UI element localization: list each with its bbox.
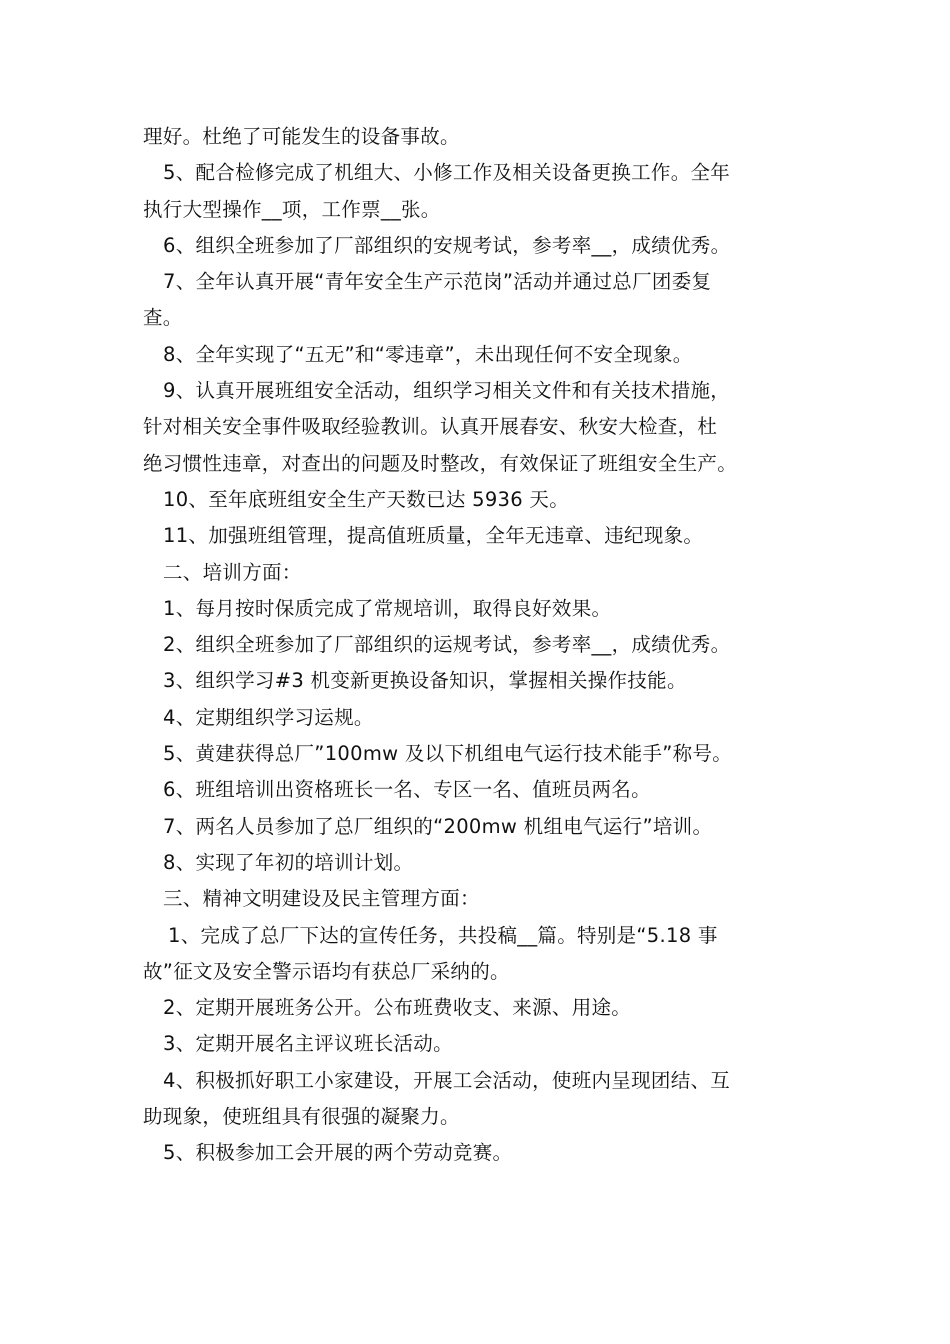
- text-line: [143, 918, 811, 954]
- line-text: 1、每月按时保质完成了常规培训，取得良好效果。: [163, 596, 612, 620]
- text-line: [143, 1135, 811, 1171]
- document-body: [143, 119, 811, 1172]
- text-line: [143, 264, 811, 300]
- text-line: [143, 591, 811, 627]
- text-line: [143, 736, 811, 772]
- line-text: 1、完成了总厂下达的宣传任务，共投稿__篇。特别是“5.18 事: [168, 923, 718, 947]
- line-text: 6、组织全班参加了厂部组织的安规考试，参考率__，成绩优秀。: [163, 233, 731, 257]
- line-text: 3、组织学习#3 机变新更换设备知识，掌握相关操作技能。: [163, 669, 687, 693]
- line-text: 二、培训方面：: [163, 560, 302, 584]
- text-line: [143, 155, 811, 191]
- text-line: [143, 1026, 811, 1062]
- line-text: 针对相关安全事件吸取经验教训。认真开展春安、秋安大检查，杜: [143, 415, 718, 439]
- line-text: 5、积极参加工会开展的两个劳动竞赛。: [163, 1141, 513, 1165]
- line-text: 7、两名人员参加了总厂组织的“200mw 机组电气运行”培训。: [163, 814, 713, 838]
- line-text: 理好。杜绝了可能发生的设备事故。: [143, 125, 460, 148]
- line-text: 8、实现了年初的培训计划。: [163, 850, 414, 874]
- text-line: [143, 373, 811, 409]
- text-line: [143, 300, 811, 336]
- text-line: [143, 409, 811, 445]
- text-line: [143, 446, 811, 482]
- line-text: 11、加强班组管理，提高值班质量，全年无违章、违纪现象。: [163, 524, 704, 548]
- text-line: [143, 990, 811, 1026]
- section-heading: [143, 881, 811, 917]
- section-heading: [143, 555, 811, 591]
- text-line: [143, 809, 811, 845]
- line-text: 执行大型操作__项，工作票__张。: [143, 197, 441, 221]
- text-line: [143, 663, 811, 699]
- line-text: 故”征文及安全警示语均有获总厂采纳的。: [143, 959, 510, 983]
- text-line: [143, 700, 811, 736]
- text-line: [143, 845, 811, 881]
- line-text: 5、配合检修完成了机组大、小修工作及相关设备更换工作。全年: [163, 161, 731, 185]
- line-text: 5、黄建获得总厂”100mw 及以下机组电气运行技术能手”称号。: [163, 742, 733, 766]
- text-line: [143, 228, 811, 264]
- text-line: [143, 627, 811, 663]
- line-text: 7、全年认真开展“青年安全生产示范岗”活动并通过总厂团委复: [163, 270, 712, 294]
- line-text: 查。: [143, 306, 183, 330]
- line-text: 3、定期开展名主评议班长活动。: [163, 1032, 453, 1056]
- line-text: 9、认真开展班组安全活动，组织学习相关文件和有关技术措施，: [163, 379, 731, 403]
- text-line: [143, 337, 811, 373]
- text-line: [143, 192, 811, 228]
- line-text: 4、定期组织学习运规。: [163, 705, 374, 729]
- line-text: 6、班组培训出资格班长一名、专区一名、值班员两名。: [163, 778, 651, 802]
- text-line: [143, 1099, 811, 1135]
- text-line: [143, 1063, 811, 1099]
- text-line: [143, 954, 811, 990]
- text-line: [143, 119, 811, 155]
- line-text: 绝习惯性违章，对查出的问题及时整改，有效保证了班组安全生产。: [143, 451, 738, 475]
- text-line: [143, 772, 811, 808]
- line-text: 助现象，使班组具有很强的凝聚力。: [143, 1105, 460, 1129]
- line-text: 10、至年底班组安全生产天数已达 5936 天。: [163, 487, 570, 511]
- line-text: 2、定期开展班务公开。公布班费收支、来源、用途。: [163, 996, 632, 1020]
- line-text: 4、积极抓好职工小家建设，开展工会活动，使班内呈现团结、互: [163, 1068, 731, 1092]
- line-text: 8、全年实现了“五无”和“零违章”，未出现任何不安全现象。: [163, 342, 693, 366]
- text-line: [143, 518, 811, 554]
- line-text: 2、组织全班参加了厂部组织的运规考试，参考率__，成绩优秀。: [163, 633, 731, 657]
- line-text: 三、精神文明建设及民主管理方面：: [163, 887, 480, 911]
- text-line: [143, 482, 811, 518]
